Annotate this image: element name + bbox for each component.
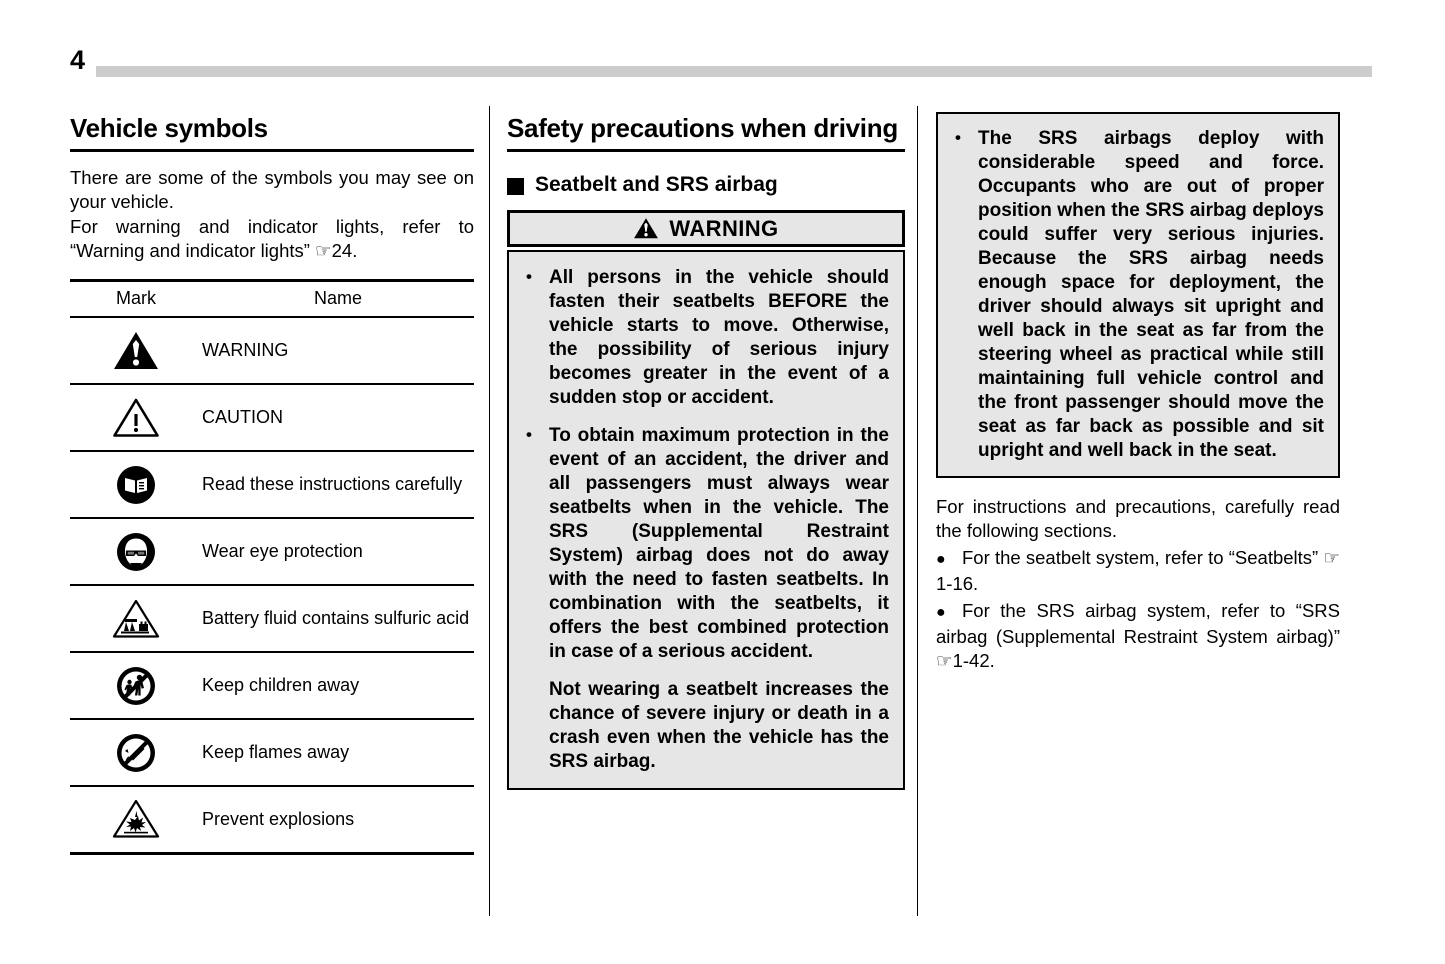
subsection-heading-label: Seatbelt and SRS airbag [535,173,778,196]
column-header-mark: Mark [70,281,202,318]
warning-triangle-filled-icon [633,217,659,240]
warning-triangle-filled-icon [112,330,160,372]
symbol-name: Battery fluid contains sulfuric acid [202,585,474,652]
no-children-icon [114,664,158,708]
vehicle-symbols-table [70,279,474,855]
symbol-name: CAUTION [202,384,474,451]
symbol-name: Prevent explosions [202,786,474,853]
column-header-name: Name [202,281,474,318]
mark-cell [70,518,202,585]
page-title: Vehicle symbols [70,113,268,143]
column-divider-right [917,106,918,916]
table-row [70,719,474,786]
reference-text: For the seatbelt system, refer to “Seatbelts” ☞1-16. [936,547,1340,594]
mark-cell [70,786,202,853]
warning-banner [507,210,905,247]
table-row [70,451,474,518]
mark-cell [70,719,202,786]
right-column [936,112,1340,676]
prevent-explosions-icon [111,798,161,840]
page-number: 4 [70,45,85,75]
read-manual-icon [114,463,158,507]
list-item [936,599,1340,673]
mark-cell [70,317,202,384]
warning-banner-label: WARNING [669,215,779,241]
warning-content-box-continued [936,112,1340,478]
page-header [70,44,1372,78]
list-item [936,546,1340,596]
title-underline [507,149,905,152]
mark-cell [70,384,202,451]
warning-trailing-paragraph: Not wearing a seatbelt increases the chance of severe injury or death in a crash even when the vehicle has the SRS airbag. [549,679,889,772]
bullet-glyph: ● [936,551,946,568]
mark-cell [70,652,202,719]
eye-protection-icon [114,530,158,574]
symbol-name: Keep children away [202,652,474,719]
battery-acid-icon [111,598,161,640]
list-item: • All persons in the vehicle should fasten their seatbelts BEFORE the vehicle starts to move. Otherwise, the possibility of serious injury becomes greater in the event of a sudden stop or accident. [519,266,889,410]
table-row [70,317,474,384]
warning-content-box [507,250,905,790]
list-item: • To obtain maximum protection in the event of an accident, the driver and all passengers must always wear seatbelts when in the vehicle. The SRS (Supplemental Restraint System) airbag does not do away with the need to fasten seatbelts. In combination with the seatbelts, it offers the best combined protection in case of a serious accident. [519,424,889,664]
subsection-heading [507,172,905,198]
intro-paragraph-2: For warning and indicator lights, refer to “Warning and indicator lights” ☞24. [70,216,474,261]
warning-bullet-list [948,127,1324,463]
column-divider-left [489,106,490,916]
bullet-glyph: ● [936,604,946,621]
reference-intro: For instructions and precautions, carefully read the following sections. [936,496,1340,541]
symbol-name: Wear eye protection [202,518,474,585]
table-row [70,518,474,585]
table-row [70,585,474,652]
table-row [70,384,474,451]
table-header-row [70,281,474,318]
list-item: • The SRS airbags deploy with considerable speed and force. Occupants who are out of proper position when the SRS airbag deploys could suffer very serious injuries. Because the SRS airbag needs enough space for deployment, the driver should always sit upright and well back in the seat as far from the steering wheel as practical while still maintaining full vehicle control and the front passenger should move the seat as far back as possible and sit upright and well back in the seat. [948,127,1324,463]
warning-bullet-list [519,266,889,664]
table-row [70,652,474,719]
symbol-name: Read these instructions carefully [202,451,474,518]
reference-list [936,546,1340,673]
header-rule-bar [96,66,1372,77]
symbol-name: WARNING [202,317,474,384]
no-flames-icon [114,731,158,775]
title-underline [70,149,474,152]
mark-cell [70,451,202,518]
left-column [70,112,474,855]
middle-column [507,112,905,790]
symbol-name: Keep flames away [202,719,474,786]
intro-paragraph-1: There are some of the symbols you may see on your vehicle. [70,167,474,212]
reference-text: For the SRS airbag system, refer to “SRS airbag (Supplemental Restraint System airbag)” ☞1-42. [936,600,1340,671]
reference-section [936,495,1340,673]
table-row [70,786,474,853]
section-title-safety: Safety precautions when driving [507,113,898,143]
filled-square-bullet-icon [507,178,524,195]
mark-cell [70,585,202,652]
caution-triangle-outline-icon [112,397,160,439]
